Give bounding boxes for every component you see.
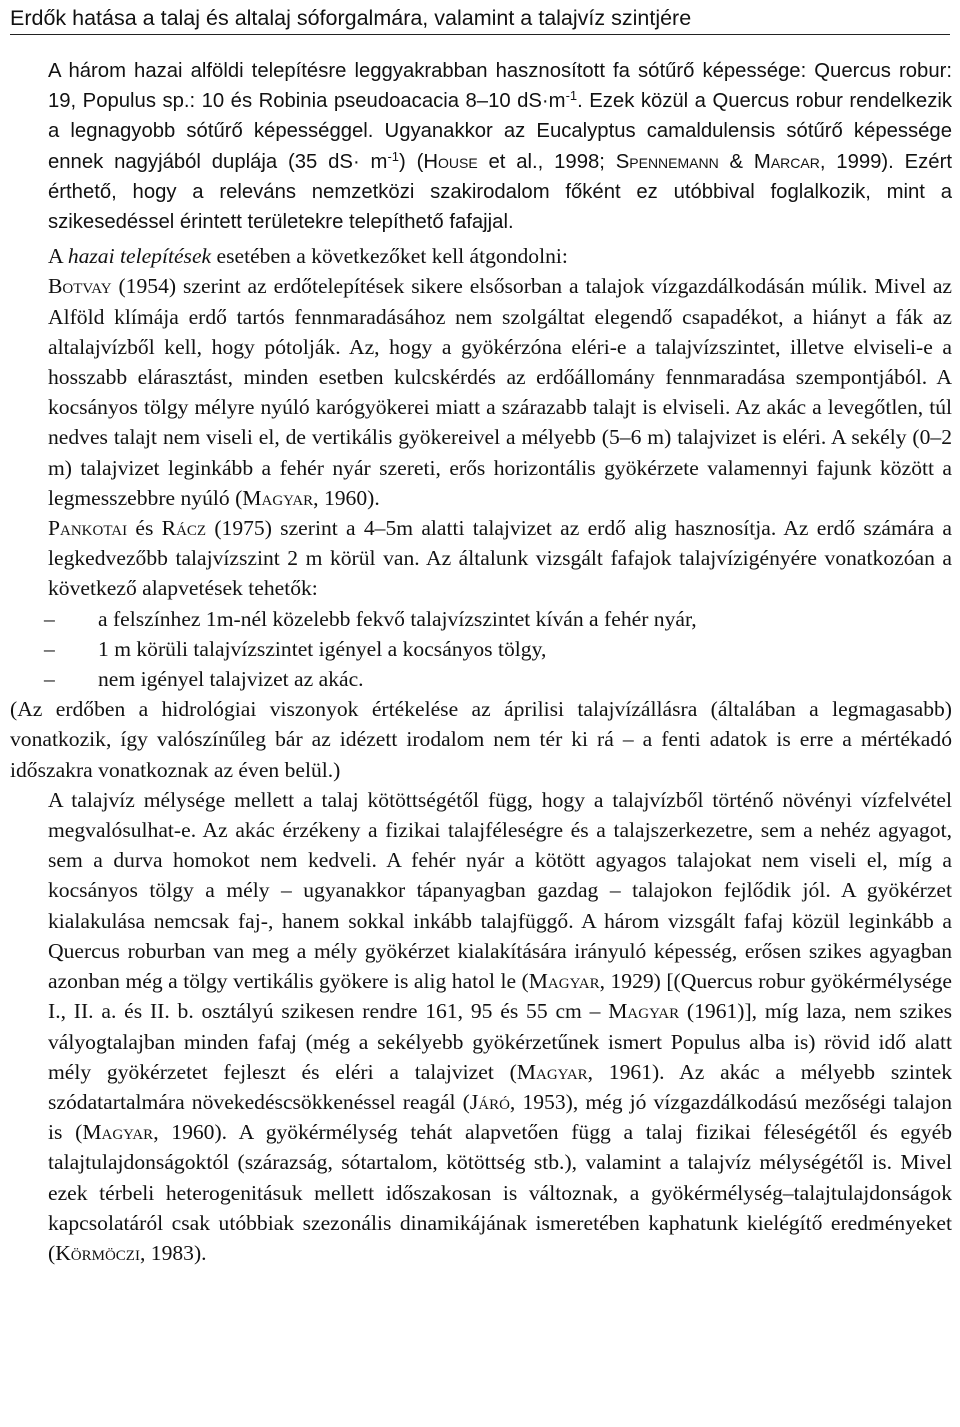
citation-author: Magyar [528,969,600,994]
text-run: , 1960). A gyökérmélység tehát alapvetően függ a talaj fizikai féleségétől és egyéb talajtulajdonságoktól (szárazság, sótartalom, kötöttség stb.), valamint a talajvíz mélységétől is. Mivel ezek térbeli heterogenitásuk mellett időszakosan is változnak, a gyökérmélység–talajtulajdonságok kapcsolatáról csak utóbbiak szezonális dinamikájának ismeretében kaphatunk kielégítő eredményeket ( [48,1120,953,1265]
list-item: – a felszínhez 1m-nél közelebb fekvő talajvízszintet kíván a fehér nyár, [10,604,952,634]
text-run: . Ezek közül a Quercus robur rendelkezik a legnagyobb sótűrő képességgel. Ugyanakkor az Eucalyptus camaldulensis sótűrő képessége ennek nagyjából duplája (35 dS· m [48,90,952,173]
paragraph-hydrology-note: (Az erdőben a hidrológiai viszonyok értékelése az áprilisi talajvízállásra (általában a legmagasabb) vonatkozik, így valószínűleg bár az idézett irodalom nem tér ki rá – a fenti adatok is erre a mértékadó időszakra vonatkoznak az éven belül.) [10,697,952,782]
text-run: , 1929) [(Quercus robur gyökérmélysége I., II. a. és II. b. osztályú szikesen rendre 161, 95 és 55 cm – [48,969,952,1024]
citation-author: Pankotai [48,516,128,541]
text-run: A [48,244,68,269]
citation-author: Marcar [753,150,820,173]
list-item: – nem igényel talajvizet az akác. [10,664,952,694]
text-run: (1961)], míg laza, nem szikes vályogtalajban minden fafaj (még a sekélyebb gyökérzetűnek ismert Populus alba is) rövid idő alatt mély gyökérzetet fejleszt és eléri a talajvizet ( [48,999,953,1084]
dash-list [10,604,952,695]
citation-author: Körmöczi [55,1240,140,1265]
paragraph-groundwater-depth [10,785,952,1268]
superscript: -1 [565,88,578,104]
text-run: & [718,150,754,173]
body-text [10,56,952,1268]
citation-author: Magyar [242,485,314,510]
citation-author: Magyar [608,999,680,1024]
text-run: , 1953), még jó vízgazdálkodású mezőségi talajon is ( [48,1089,952,1145]
superscript: -1 [387,148,399,164]
header-title: Erdők hatása a talaj és altalaj sóforgalmára, valamint a talajvíz szintjére [10,6,692,30]
text-run: , 1983). [139,1240,207,1265]
text-run: et al., 1998; [477,150,616,173]
citation-author: Botvay [48,274,112,299]
citation-author: Járó [469,1089,510,1114]
emphasis: hazai telepítések [67,244,212,269]
text-run: (1975) szerint a 4–5m alatti talajvizet az erdő alig hasznosítja. Az erdő számára a legkedvezőbb talajvízszint 2 m körül van. Az általunk vizsgált fafajok talajvízigényére vonatkozóan a következő alapvetések tehetők: [48,516,952,601]
text-run: , 1961). Az akác a mélyebb szintek szódatartalmára növekedéscsökkenéssel reagál ( [48,1059,952,1114]
citation-author: House [423,150,478,173]
paragraph-botvay [10,271,952,513]
citation-author: Rácz [161,516,207,541]
text-run: (1954) szerint az erdőtelepítések sikere elsősorban a talajok vízgazdálkodásán múlik. Mivel az Alföld klímája erdő tartós fennmaradásához nem szolgáltat elegendő csapadékot, a hiányt a fák az altalajvízből kell, hogy pótolják. Az, hogy a gyökérzóna eléri-e a talajvízszintet, illetve elviseli-e a hosszabb elárasztást, minden esetben kulcskérdés az erdőállomány fennmaradása szempontjából. A kocsányos tölgy mélyre nyúló karógyökerei miatt a szárazabb talajt is elviseli. Az akác a levegőtlen, túl nedves talajt nem viseli el, de vertikális gyökereivel a mélyebb (5–6 m) talajvizet is eléri. A sekély (0–2 m) talajvizet leginkább a fehér nyár szereti, erős horizontális gyökérzete valamennyi fajunk között a legmesszebbre nyúló ( [48,274,952,510]
citation-author: Spennemann [615,150,719,173]
text-run: ) ( [399,150,424,173]
list-item: – 1 m körüli talajvízszintet igényel a kocsányos tölgy, [10,634,952,664]
citation-author: Magyar [516,1059,588,1084]
text-run: A talajvíz mélysége mellett a talaj kötöttségétől függ, hogy a talajvízből történő növényi vízfelvétel megvalósulhat-e. Az akác érzékeny a fizikai talajféleségre és a talajszerkezetre, sem a nehéz agyagot, sem a durva homokot nem kedveli. A fehér nyár a kötött agyagos talajokat nem viseli el, míg a kocsányos tölgy a mély – ugyanakkor tápanyagban gazdag – talajokon fejlődik jól. A gyökérzet kialakulása nemcsak faj-, hanem sokkal inkább talajfüggő. A három vizsgált fafaj közül leginkább a Quercus roburban van meg a mély gyökérzet kialakítására irányuló képesség, erősen szikes agyagban azonban még a tölgy vertikális gyökere is alig hatol le ( [48,787,952,994]
paragraph-pankotai-racz [10,513,952,604]
text-run: A három hazai alföldi telepítésre leggyakrabban hasznosított fa sótűrő képessége: Quercus robur: 19, Populus sp.: 10 és Robinia pseudoacacia 8–10 dS·m [48,60,952,113]
text-run: esetében a következőket kell átgondolni: [211,244,568,269]
text-run: , 1999). Ezért érthető, hogy a releváns nemzetközi szakirodalom főként ez utóbbival foglalkozik, mint a szikesedéssel érintett területekre telepíthető fafajjal. [48,150,952,234]
text-run: és [127,516,162,541]
citation-author: Magyar [82,1120,154,1145]
text-run: , 1960). [313,485,380,510]
running-header [10,4,950,35]
paragraph-domestic-plantings [10,241,952,271]
paragraph-salt-tolerance [10,56,952,237]
